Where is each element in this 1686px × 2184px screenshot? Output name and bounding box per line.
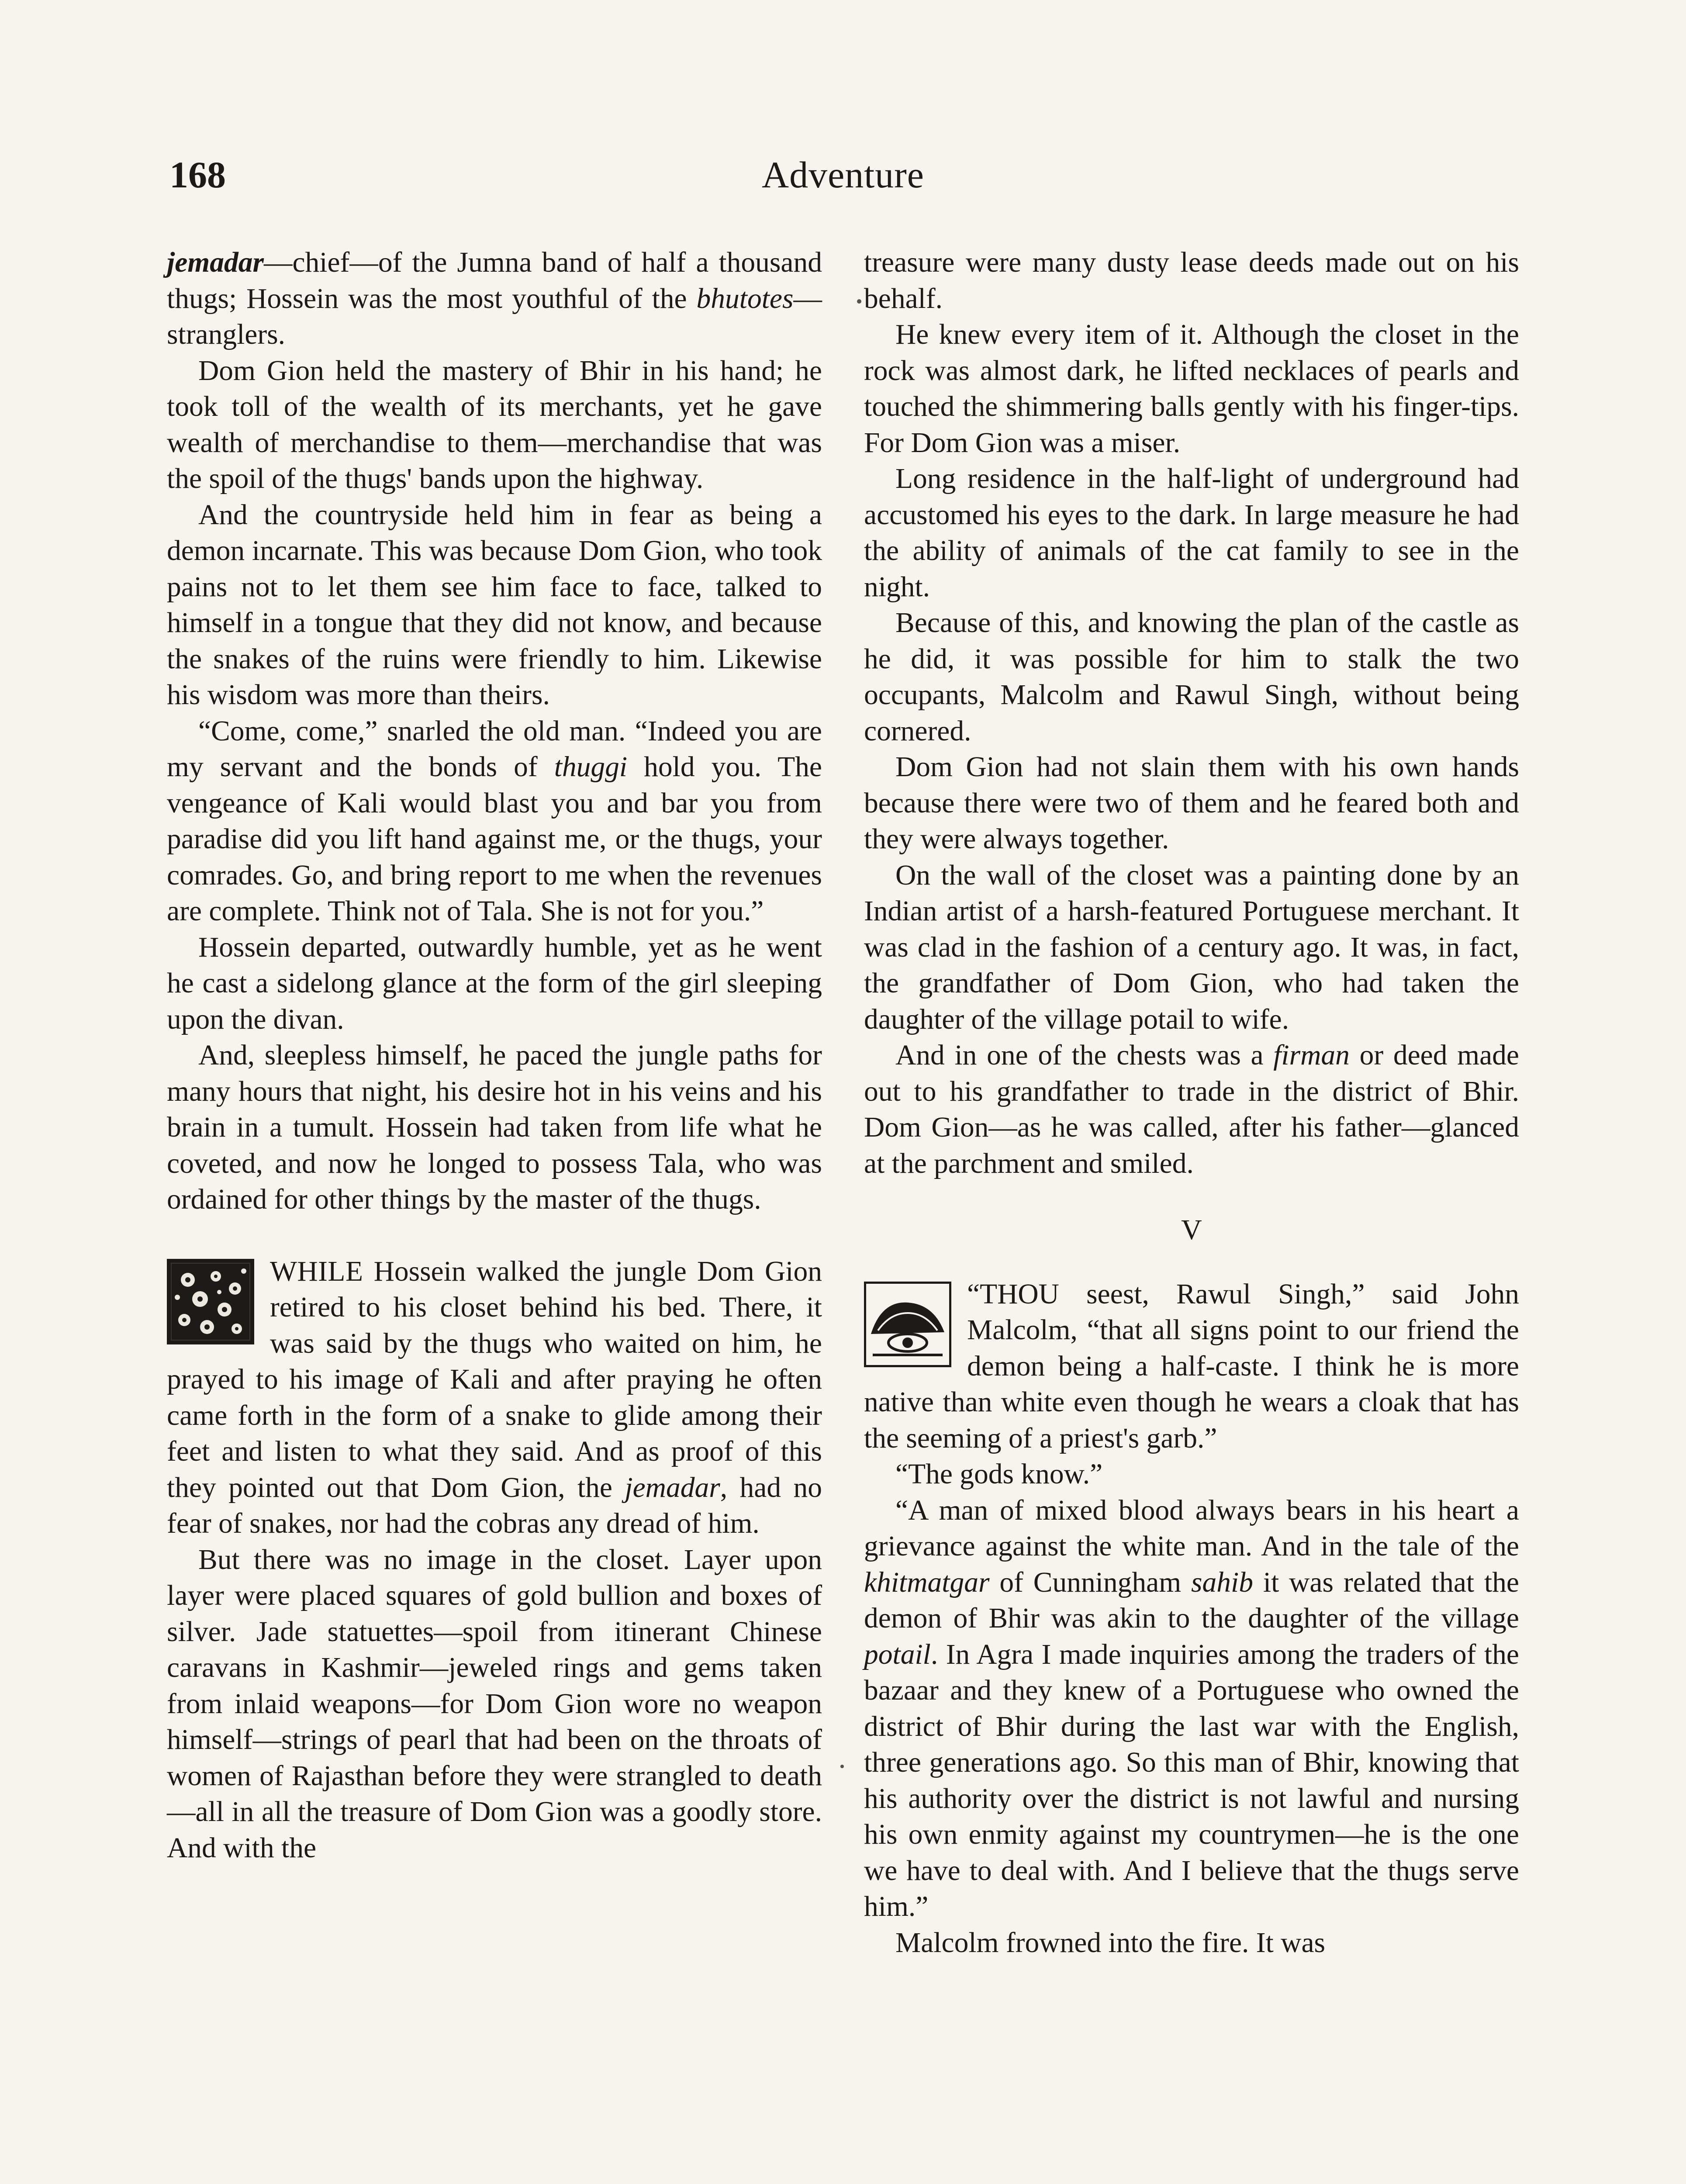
paragraph: jemadar—chief—of the Jumna band of half a thousand thugs; Hossein was the most youthful of the bhutotes—stranglers.: [167, 247, 822, 350]
paragraph: And, sleepless himself, he paced the jungle paths for many hours that night, his desire hot in his veins and his brain in a tumult. Hossein had taken from life what he coveted, and now he longed to possess Tala, who was ordained for other things by the master of the thugs.: [167, 1040, 822, 1215]
paragraph: treasure were many dusty lease deeds made out on his behalf.: [864, 247, 1519, 314]
section-break: [167, 1218, 822, 1254]
page-number: 168: [169, 154, 226, 196]
paragraph: And in one of the chests was a firman or deed made out to his grandfather to trade in the district of Bhir. Dom Gion—as he was called, after his father—glanced at the parchment and smiled.: [864, 1040, 1519, 1179]
paragraph: Because of this, and knowing the plan of the castle as he did, it was possible for him to stalk the two occupants, Malcolm and Rawul Singh, without being cornered.: [864, 607, 1519, 747]
paragraph: “THOU seest, Rawul Singh,” said John Malcolm, “that all signs point to our friend the demon being a half-caste. I think he is more native than white even though he wears a cloak that has the seeming of a priest's garb.”: [864, 1278, 1519, 1454]
paragraph: “Come, come,” snarled the old man. “Indeed you are my servant and the bonds of thuggi hold you. The vengeance of Kali would blast you and bar you from paradise did you lift hand against me, or the thugs, your comrades. Go, and bring report to me when the revenues are complete. Think not of Tala. She is not for you.”: [167, 715, 822, 927]
right-column: [864, 245, 1519, 1961]
italic-term: bhutotes: [696, 283, 794, 314]
print-speck: [840, 1765, 844, 1768]
paragraph: Dom Gion had not slain them with his own hands because there were two of them and he feared both and they were always together.: [864, 751, 1519, 855]
italic-term: jemadar: [167, 247, 264, 278]
ornamental-eye-dropcap-icon: [864, 1282, 951, 1367]
italic-term: firman: [1273, 1040, 1350, 1071]
paragraph: But there was no image in the closet. Layer upon layer were placed squares of gold bullion and boxes of silver. Jade statuettes—spoil from itinerant Chinese caravans in Kashmir—jeweled rings and gems taken from inlaid weapons—for Dom Gion wore no weapon himself—strings of pearl that had been on the throats of women of Rajasthan before they were strangled to death—all in all the treasure of Dom Gion was a goodly store. And with the: [167, 1544, 822, 1864]
paragraph: And the countryside held him in fear as being a demon incarnate. This was because Dom Gion, who took pains not to let them see him face to face, talked to himself in a tongue that they did not know, and because the snakes of the ruins were friendly to him. Likewise his wisdom was more than theirs.: [167, 499, 822, 711]
paragraph: Long residence in the half-light of underground had accustomed his eyes to the dark. In large measure he had the ability of animals of the cat family to see in the night.: [864, 463, 1519, 603]
paragraph: WHILE Hossein walked the jungle Dom Gion retired to his closet behind his bed. There, it was said by the thugs who waited on him, he prayed to his image of Kali and after praying he often came forth in the form of a snake to glide among their feet and listen to what they said. And as proof of this they pointed out that Dom Gion, the jemadar, had no fear of snakes, nor had the cobras any dread of him.: [167, 1255, 822, 1539]
paragraph: On the wall of the closet was a painting done by an Indian artist of a harsh-featured Portuguese merchant. It was clad in the fashion of a century ago. It was, in fact, the grandfather of Dom Gion, who had taken the daughter of the village potail to wife.: [864, 859, 1519, 1035]
italic-term: jemadar: [625, 1472, 720, 1503]
paragraph: Malcolm frowned into the fire. It was: [895, 1927, 1326, 1959]
paragraph: “The gods know.”: [895, 1458, 1103, 1490]
italic-term: sahib: [1191, 1566, 1253, 1598]
section-number: V: [1181, 1214, 1202, 1246]
running-head: Adventure: [762, 154, 924, 196]
paragraph: Hossein departed, outwardly humble, yet as he went he cast a sidelong glance at the form of the girl sleeping upon the divan.: [167, 931, 822, 1035]
italic-term: thuggi: [554, 751, 628, 783]
paragraph: He knew every item of it. Although the closet in the rock was almost dark, he lifted necklaces of pearls and touched the shimmering balls gently with his finger-tips. For Dom Gion was a miser.: [864, 319, 1519, 459]
paragraph: “A man of mixed blood always bears in his heart a grievance against the white man. And in the tale of the khitmatgar of Cunningham sahib it was related that the demon of Bhir was akin to the daughter of the village potail. In Agra I made inquiries among the traders of the bazaar and they knew of a Portuguese who owned the district of Bhir during the last war with the English, three generations ago. So this man of Bhir, knowing that his authority over the district is not lawful and nursing his own enmity against my countrymen—he is the one we have to deal with. And I believe that the thugs serve him.”: [864, 1494, 1519, 1922]
paragraph: Dom Gion held the mastery of Bhir in his hand; he took toll of the wealth of its merchants, yet he gave wealth of merchandise to them—merchandise that was the spoil of the thugs' bands upon the highway.: [167, 355, 822, 494]
italic-term: khitmatgar: [864, 1566, 990, 1598]
italic-term: potail: [864, 1638, 931, 1670]
left-column: [167, 245, 822, 1866]
print-speck: [857, 299, 861, 304]
ornamental-dropcap-icon: [167, 1259, 254, 1344]
